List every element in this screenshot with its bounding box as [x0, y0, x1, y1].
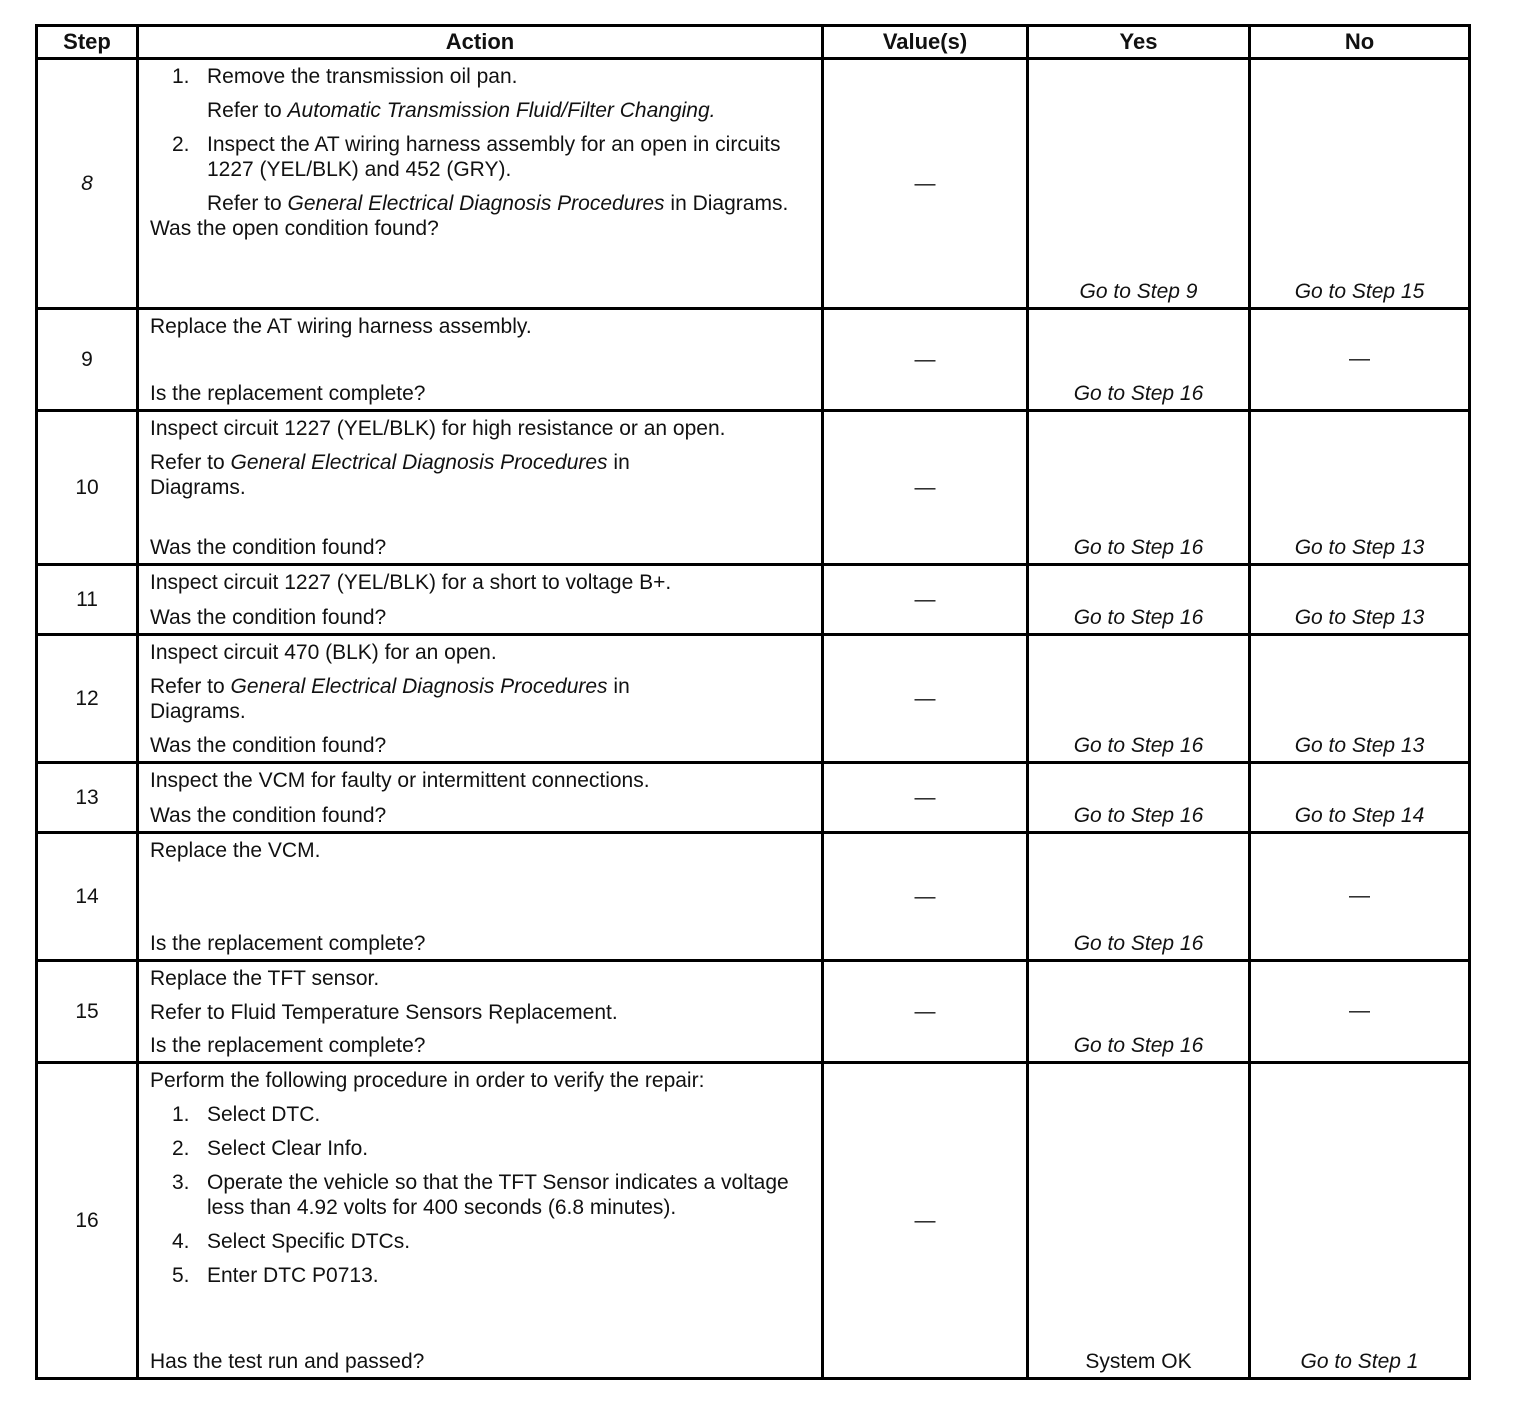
no-link: Go to Step 15 — [1294, 280, 1425, 303]
no-link: Go to Step 1 — [1300, 1350, 1419, 1373]
table-row — [37, 833, 1470, 961]
yes-cell — [1028, 833, 1250, 961]
refer-suffix: in Diagrams. — [150, 451, 630, 499]
header-yes: Yes — [1028, 26, 1250, 59]
yes-cell — [1028, 763, 1250, 833]
action-text: Refer to Fluid Temperature Sensors Replacement. — [150, 1000, 618, 1024]
item-text: Operate the vehicle so that the TFT Sensor indicates a voltage less than 4.92 volts for 400 seconds (6.8 minutes). — [207, 1171, 789, 1219]
refer-document: General Electrical Diagnosis Procedures — [230, 451, 608, 474]
step-number: 14 — [37, 833, 138, 961]
yes-link: Go to Step 16 — [1073, 536, 1204, 559]
yes-cell — [1028, 59, 1250, 309]
table-row — [37, 961, 1470, 1063]
value-cell: — — [823, 309, 1028, 411]
step-number: 12 — [37, 635, 138, 763]
no-cell: — — [1250, 833, 1470, 961]
action-question: Was the open condition found? — [150, 217, 439, 240]
action-cell — [138, 59, 823, 309]
header-row — [37, 26, 1470, 59]
no-cell — [1250, 763, 1470, 833]
table-row — [37, 1063, 1470, 1379]
no-cell: — — [1250, 961, 1470, 1063]
action-cell — [138, 411, 823, 565]
step-number: 15 — [37, 961, 138, 1063]
yes-link: Go to Step 16 — [1073, 734, 1204, 757]
value-cell: — — [823, 565, 1028, 635]
step-number: 11 — [37, 565, 138, 635]
action-text: Inspect circuit 1227 (YEL/BLK) for a short to voltage B+. — [150, 571, 672, 594]
no-cell — [1250, 1063, 1470, 1379]
step-number: 13 — [37, 763, 138, 833]
header-no: No — [1250, 26, 1470, 59]
item-text: Enter DTC P0713. — [207, 1264, 379, 1287]
action-cell — [138, 961, 823, 1063]
table-row — [37, 59, 1470, 309]
no-link: Go to Step 13 — [1294, 606, 1425, 629]
numbered-item — [172, 1102, 813, 1127]
yes-link: Go to Step 16 — [1073, 382, 1204, 405]
item-number: 1. — [172, 65, 190, 88]
value-cell: — — [823, 411, 1028, 565]
item-text: Inspect the AT wiring harness assembly for an open in circuits 1227 (YEL/BLK) and 452 (GRY). — [207, 133, 781, 181]
refer-suffix: in Diagrams. — [150, 675, 630, 723]
item-number: 2. — [172, 1137, 190, 1160]
action-question: Has the test run and passed? — [150, 1350, 425, 1373]
refer-line — [207, 98, 767, 123]
action-cell — [138, 833, 823, 961]
yes-result: System OK — [1085, 1350, 1192, 1373]
numbered-item — [172, 1229, 813, 1254]
yes-cell — [1028, 1063, 1250, 1379]
refer-prefix: Refer to — [207, 99, 282, 122]
no-link: Go to Step 14 — [1294, 804, 1425, 827]
step-number: 9 — [37, 309, 138, 411]
table-row — [37, 635, 1470, 763]
table-row — [37, 411, 1470, 565]
step-number: 8 — [37, 59, 138, 309]
item-number: 1. — [172, 1103, 190, 1126]
header-values: Value(s) — [823, 26, 1028, 59]
value-cell: — — [823, 1063, 1028, 1379]
action-text: Inspect circuit 1227 (YEL/BLK) for high resistance or an open. — [150, 417, 726, 440]
yes-cell — [1028, 565, 1250, 635]
action-text: Inspect circuit 470 (BLK) for an open. — [150, 641, 497, 664]
numbered-item — [172, 1263, 813, 1288]
action-cell — [138, 763, 823, 833]
refer-line — [150, 450, 720, 500]
refer-prefix: Refer to — [150, 451, 225, 474]
refer-prefix: Refer to — [150, 675, 225, 698]
refer-prefix: Refer to — [207, 192, 282, 215]
numbered-item — [172, 1136, 813, 1161]
action-cell — [138, 1063, 823, 1379]
action-question: Is the replacement complete? — [150, 382, 426, 405]
table-row — [37, 763, 1470, 833]
item-text: Remove the transmission oil pan. — [207, 65, 518, 88]
numbered-item — [172, 64, 813, 89]
action-text: Replace the TFT sensor. — [150, 967, 380, 990]
item-text: Select DTC. — [207, 1103, 321, 1126]
no-link: Go to Step 13 — [1294, 734, 1425, 757]
table-row — [37, 565, 1470, 635]
yes-cell — [1028, 961, 1250, 1063]
action-text: Perform the following procedure in order to verify the repair: — [150, 1069, 705, 1092]
action-text: Inspect the VCM for faulty or intermittent connections. — [150, 769, 650, 792]
value-cell: — — [823, 59, 1028, 309]
yes-cell — [1028, 411, 1250, 565]
item-number: 4. — [172, 1230, 190, 1253]
action-question: Is the replacement complete? — [150, 932, 426, 955]
item-text: Select Specific DTCs. — [207, 1230, 411, 1253]
diagnostic-table — [35, 24, 1471, 1380]
action-question: Was the condition found? — [150, 606, 387, 629]
action-cell — [138, 635, 823, 763]
numbered-item — [172, 1170, 813, 1220]
action-question: Was the condition found? — [150, 804, 387, 827]
action-text: Replace the AT wiring harness assembly. — [150, 315, 532, 338]
step-number: 10 — [37, 411, 138, 565]
value-cell: — — [823, 635, 1028, 763]
yes-cell — [1028, 309, 1250, 411]
yes-cell — [1028, 635, 1250, 763]
yes-link: Go to Step 16 — [1073, 932, 1204, 955]
item-number: 2. — [172, 133, 190, 156]
no-cell — [1250, 59, 1470, 309]
action-question: Is the replacement complete? — [150, 1034, 426, 1057]
header-action: Action — [138, 26, 823, 59]
action-cell — [138, 565, 823, 635]
action-question: Was the condition found? — [150, 734, 387, 757]
no-cell: — — [1250, 309, 1470, 411]
refer-line — [207, 191, 813, 216]
refer-document: General Electrical Diagnosis Procedures — [230, 675, 608, 698]
yes-link: Go to Step 9 — [1079, 280, 1198, 303]
table-row — [37, 309, 1470, 411]
action-question: Was the condition found? — [150, 536, 387, 559]
action-text: Replace the VCM. — [150, 839, 321, 862]
refer-suffix: in Diagrams. — [670, 192, 789, 215]
item-number: 5. — [172, 1264, 190, 1287]
no-cell — [1250, 411, 1470, 565]
no-cell — [1250, 635, 1470, 763]
refer-document: Automatic Transmission Fluid/Filter Changing. — [287, 99, 716, 122]
refer-document: General Electrical Diagnosis Procedures — [287, 192, 665, 215]
value-cell: — — [823, 833, 1028, 961]
numbered-item — [172, 132, 813, 182]
item-text: Select Clear Info. — [207, 1137, 369, 1160]
action-cell — [138, 309, 823, 411]
refer-line — [150, 674, 720, 724]
yes-link: Go to Step 16 — [1073, 606, 1204, 629]
no-cell — [1250, 565, 1470, 635]
header-step: Step — [37, 26, 138, 59]
yes-link: Go to Step 16 — [1073, 804, 1204, 827]
value-cell: — — [823, 763, 1028, 833]
step-number: 16 — [37, 1063, 138, 1379]
item-number: 3. — [172, 1171, 190, 1194]
value-cell: — — [823, 961, 1028, 1063]
yes-link: Go to Step 16 — [1073, 1034, 1204, 1057]
no-link: Go to Step 13 — [1294, 536, 1425, 559]
